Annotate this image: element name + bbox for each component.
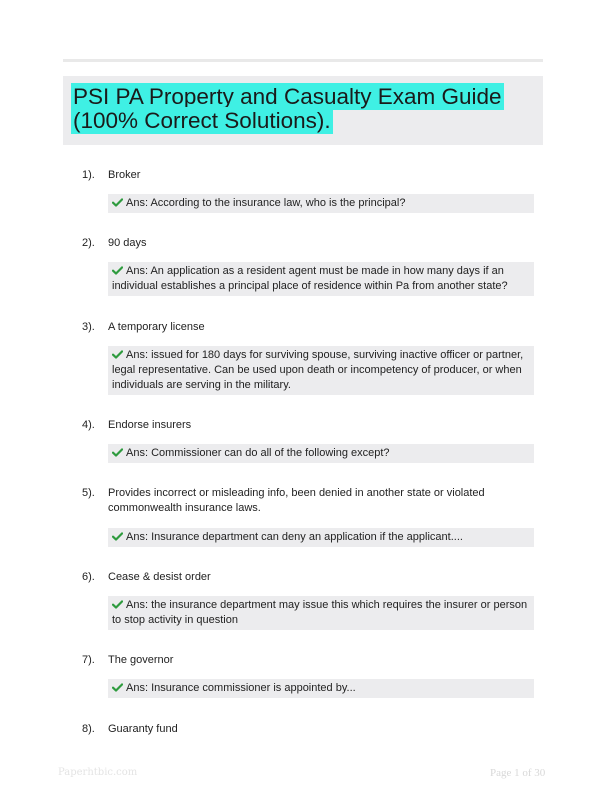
answer-text: Ans: According to the insurance law, who is the principal? [126,197,406,209]
answer-box [108,346,534,395]
item-term: Provides incorrect or misleading info, been denied in another state or violated commonwealth insurance laws. [108,487,485,514]
answer-box [108,194,534,213]
answer-text: Ans: Insurance commissioner is appointed by... [126,682,356,694]
item-term: Broker [108,169,141,181]
answer-text: Ans: Insurance department can deny an application if the applicant.... [126,531,463,543]
check-icon [112,532,123,541]
item-number: 2). [82,237,95,249]
item-number: 7). [82,654,95,666]
answer-box [108,444,534,463]
title-highlight: PSI PA Property and Casualty Exam Guide (100% Correct Solutions). [73,84,502,133]
answer-box [108,262,534,296]
item-number: 5). [82,487,95,499]
check-icon [112,198,123,207]
item-term: 90 days [108,237,147,249]
answer-text: Ans: An application as a resident agent must be made in how many days if an individual establishes a principal place of residence within Pa from another state? [112,265,508,292]
item-term: Cease & desist order [108,571,211,583]
top-rule [63,59,543,62]
answer-text: Ans: Commissioner can do all of the following except? [126,447,390,459]
footer-watermark: Paperhtbic.com [58,767,138,778]
item-number: 8). [82,723,95,735]
answer-text: Ans: the insurance department may issue this which requires the insurer or person to stop activity in question [112,599,528,626]
answer-box [108,528,534,547]
check-icon [112,600,123,609]
item-term: Endorse insurers [108,419,192,431]
answer-box [108,596,534,630]
item-term: The governor [108,654,174,666]
answer-box [108,679,534,698]
check-icon [112,448,123,457]
item-term: A temporary license [108,321,205,333]
item-number: 1). [82,169,95,181]
item-term: Guaranty fund [108,723,178,735]
check-icon [112,350,123,359]
document-title [71,85,541,133]
answer-text: Ans: issued for 180 days for surviving spouse, surviving inactive officer or partner, legal representative. Can be used upon death or incompetency of producer, or when individuals are serving in the military. [112,349,524,391]
item-number: 6). [82,571,95,583]
page-number: Page 1 of 30 [490,767,546,779]
item-number: 3). [82,321,95,333]
title-box [63,76,543,145]
check-icon [112,266,123,275]
item-number: 4). [82,419,95,431]
check-icon [112,683,123,692]
